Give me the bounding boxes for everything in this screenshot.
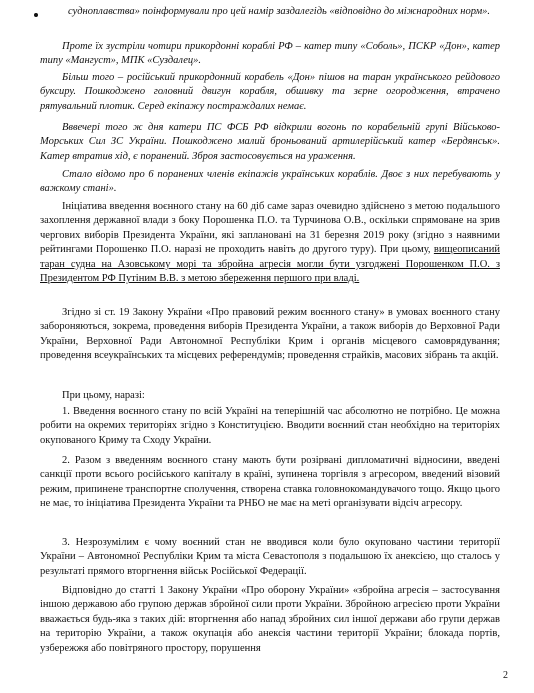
paragraph-9-text: 1. Введення воєнного стану по всій Україні на теперішній час абсолютно не потрібно. Це можна робити на окремих територіях згідно з Конституцією. Вводити воєнний стан необхідно на територіях окупованого Криму та Сходу України. (40, 406, 500, 446)
paragraph-8 (40, 389, 500, 403)
paragraph-12 (40, 584, 500, 656)
paragraph-2-text: Проте їх зустріли чотири прикордонні кораблі РФ – катер типу «Соболь», ПСКР «Дон», катер типу «Мангуст», МПК «Суздалец». (40, 41, 500, 67)
bullet-mark (34, 13, 38, 17)
paragraph-3 (40, 71, 500, 114)
paragraph-11 (40, 536, 500, 579)
paragraph-4-text: Вввечері того ж дня катери ПС ФСБ РФ відкрили вогонь по корабельній групі Військово-Морських Сил ЗС України. Пошкоджено малий броньований артилерійський катер «Бердянськ». Катер втратив хід, є поранений. Зброя застосовується на ураження. (40, 122, 500, 162)
paragraph-9 (40, 405, 500, 448)
paragraph-7-text: Згідно зі ст. 19 Закону України «Про правовий режим воєнного стану» в умовах воєнного стану забороняються, зокрема, проведення виборів Президента України, а також виборів до Верховної Ради України, Верховної Ради Автономної Республіки Крим і органів місцевого самоврядування; проведення всеукраїнських та місцевих референдумів; проведення страйків, масових зібрань та акцій. (40, 307, 500, 362)
paragraph-1-text: судноплавства» поінформували про цей намір заздалегідь «відповідно до міжнародних норм». (68, 6, 491, 17)
paragraph-10-text: 2. Разом з введенням воєнного стану мають бути розірвані дипломатичні відносини, введені санкції проти всього російського капіталу в країні, зупинена торгівля з агресором, введений візовий режим, припинене транспортне сполучення, створена ставка головнокомандувачого тощо. Якщо цього не має, то ініціатива Президента України та РНБО не має на меті організувати відсіч агресору. (40, 455, 500, 510)
paragraph-3-text: Більш того – російський прикордонний корабель «Дон» пішов на таран українського рейдового буксиру. Пошкоджено головний двигун корабля, обшивку та зєрне огородження, втрачено рятувальний плотик. Серед екіпажу постраждалих немає. (40, 72, 500, 112)
paragraph-4 (40, 121, 500, 164)
paragraph-7 (40, 306, 500, 364)
paragraph-5-text: Стало відомо про 6 поранених членів екіпажів українських кораблів. Двоє з них перебувають у важкому стані». (40, 169, 500, 195)
paragraph-12-text: Відповідно до статті 1 Закону України «Про оборону України» «збройна агресія – застосування іншою державою або групою держав збройної сили проти України. Збройною агресією проти України вважається будь-яка з таких дій: вторгнення або напад збройних сил іншої держави або групи держав на територію України, а також окупація або анексія частини території України; блокада портів, узбережжя або повітряного простору, порушення (40, 585, 500, 654)
paragraph-6-underlined-text: вищеописаний таран судна на Азовському морі та збройна агресія могли бути узгоджені Порошенком П.О. з Президентом РФ Путіним В.В. з метою збереження першого при владі. (40, 244, 500, 285)
paragraph-10 (40, 454, 500, 512)
paragraph-6 (40, 200, 500, 286)
page-number: 2 (503, 670, 508, 681)
paragraph-2 (40, 40, 500, 69)
paragraph-8-text: При цьому, наразі: (62, 390, 145, 401)
paragraph-6-text: Ініціатива введення воєнного стану на 60 діб саме зараз очевидно здійснено з метою подальшого захоплення державної влади з боку Порошенка П.О. та Турчинова О.В., оскільки спрямоване на зрив чергових виборів Президента України, які заплановані на 31 березня 2019 року (згідно з наявними рейтингами Порошенко П.О. наразі не проходить навіть до другого туру). При цьому, (40, 201, 500, 256)
paragraph-5 (40, 168, 500, 197)
paragraph-11-text: 3. Незрозумілим є чому воєнний стан не вводився коли було окуповано частини території України – Автономної Республіки Крим та міста Севастополя з подальшою їх анексією, що сталось у результаті прямого вторгнення військ Російської Федерації. (40, 537, 500, 577)
paragraph-1 (40, 5, 500, 19)
